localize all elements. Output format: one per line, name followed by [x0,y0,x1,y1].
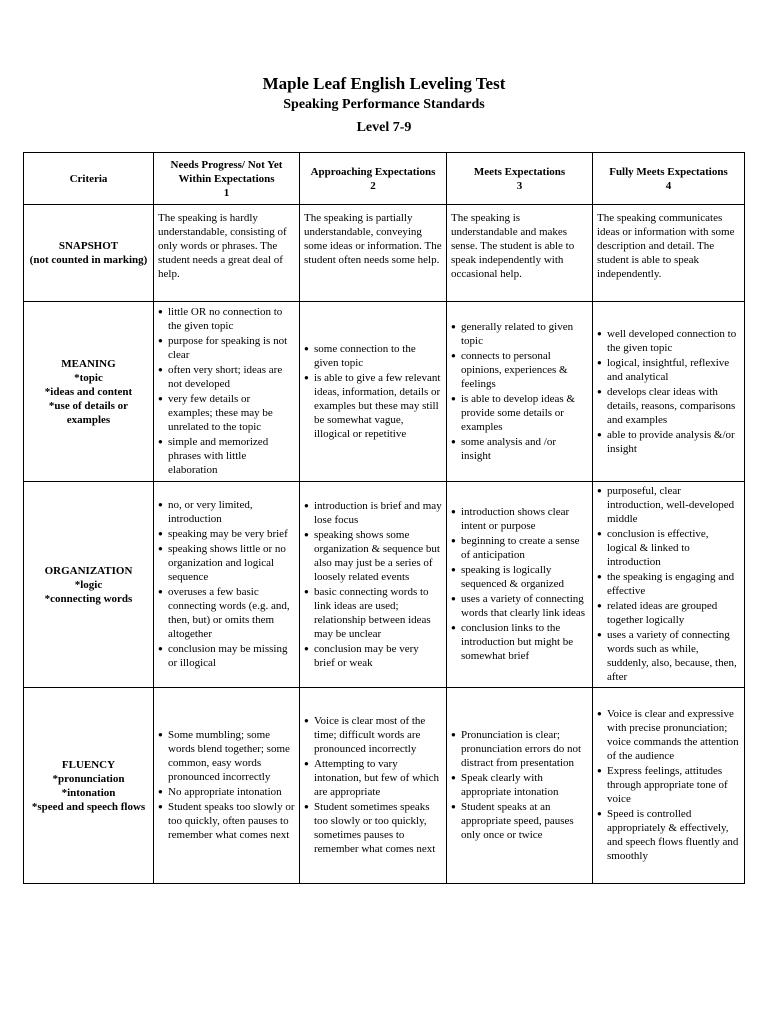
descriptor-bullet: ● no, or very limited, introduction [158,498,295,526]
descriptor-list [451,505,588,663]
level-4-name: Fully Meets Expectations [609,165,728,178]
descriptor-bullet: ● is able to give a few relevant ideas, information, details or examples but these may still be somewhat vague, illogical or repetitive [304,371,442,441]
level-3-name: Meets Expectations [473,165,566,178]
descriptor-bullet: ● Student speaks at an appropriate speed, pauses only once or twice [451,800,588,842]
document-subtitle: Speaking Performance Standards [283,97,485,112]
descriptor-list [451,320,588,463]
descriptor-cell-level-2 [300,482,447,688]
descriptor-bullet: ● Student sometimes speaks too slowly or too quickly, sometimes pauses to remember what comes next [304,800,442,856]
descriptor-bullet: ● related ideas are grouped together logically [597,599,740,627]
descriptor-bullet: ● simple and memorized phrases with little elaboration [158,435,295,477]
criteria-subitem: (not counted in marking) [29,254,148,266]
descriptor-bullet: ● introduction shows clear intent or purpose [451,505,588,533]
descriptor-cell-level-2 [300,688,447,884]
level-3-header [447,153,593,205]
descriptor-bullet: ● beginning to create a sense of anticipation [451,534,588,562]
criteria-subitem: *intonation [61,786,116,799]
descriptor-bullet: ● speaking is logically sequenced & organized [451,563,588,591]
fluency-row [24,688,745,884]
level-2-name: Approaching Expectations [310,165,436,178]
descriptor-bullet: ● introduction is brief and may lose focus [304,499,442,527]
descriptor-cell-level-1: The speaking is hardly understandable, consisting of only words or phrases. The student needs a great deal of help. [154,205,300,302]
criteria-subitem: *logic [74,578,103,591]
descriptor-bullet: ● Student speaks too slowly or too quickly, often pauses to remember what comes next [158,800,295,842]
level-4-header [593,153,745,205]
descriptor-cell-level-3 [447,688,593,884]
document-title: Maple Leaf English Leveling Test [262,74,506,93]
descriptor-cell-level-3 [447,482,593,688]
descriptor-bullet: ● often very short; ideas are not developed [158,363,295,391]
descriptor-bullet: ● Pronunciation is clear; pronunciation errors do not distract from presentation [451,728,588,770]
rubric-table [23,152,745,884]
descriptor-bullet: ● Some mumbling; some words blend together; some common, easy words pronounced incorrectly [158,728,295,784]
level-2-header [300,153,447,205]
level-2-number: 2 [370,179,376,192]
criteria-subitem: *connecting words [44,592,133,605]
descriptor-cell-level-1 [154,302,300,482]
criteria-name: SNAPSHOT [58,240,119,252]
header-row [24,153,745,205]
criteria-name: ORGANIZATION [44,564,133,577]
descriptor-list [304,714,442,856]
descriptor-bullet: ● basic connecting words to link ideas are used; relationship between ideas may be unclear [304,585,442,641]
level-label: Level 7-9 [356,120,412,135]
criteria-subitem: *ideas and content [44,385,133,398]
descriptor-bullet: ● logical, insightful, reflexive and analytical [597,356,740,384]
criteria-subitem: *speed and speech flows [31,800,146,813]
descriptor-bullet: ● speaking shows some organization & sequence but also may just be a series of loosely related events [304,528,442,584]
criteria-name: MEANING [61,357,116,370]
organization-row [24,482,745,688]
descriptor-bullet: ● connects to personal opinions, experiences & feelings [451,349,588,391]
criteria-cell [24,688,154,884]
descriptor-bullet: ● Voice is clear most of the time; difficult words are pronounced incorrectly [304,714,442,756]
descriptor-cell-level-4: The speaking communicates ideas or information with some description and detail. The student is able to speak independently. [593,205,745,302]
descriptor-bullet: ● conclusion links to the introduction but might be somewhat brief [451,621,588,663]
descriptor-bullet: ● very few details or examples; these may be unrelated to the topic [158,392,295,434]
descriptor-bullet: ● uses a variety of connecting words such as while, suddenly, also, because, then, after [597,628,740,684]
descriptor-cell-level-4 [593,482,745,688]
descriptor-bullet: ● able to provide analysis &/or insight [597,428,740,456]
descriptor-cell-level-1 [154,688,300,884]
descriptor-list [451,728,588,842]
descriptor-bullet: ● Speak clearly with appropriate intonation [451,771,588,799]
descriptor-bullet: ● No appropriate intonation [158,785,295,799]
descriptor-bullet: ● speaking shows little or no organization and logical sequence [158,542,295,584]
descriptor-list [158,305,295,477]
descriptor-list [158,498,295,670]
criteria-name: FLUENCY [61,758,116,771]
descriptor-bullet: ● some analysis and /or insight [451,435,588,463]
descriptor-bullet: ● develops clear ideas with details, reasons, comparisons and examples [597,385,740,427]
descriptor-bullet: ● conclusion may be very brief or weak [304,642,442,670]
descriptor-bullet: ● conclusion is effective, logical & linked to introduction [597,527,740,569]
rubric-body [24,205,745,884]
descriptor-bullet: ● the speaking is engaging and effective [597,570,740,598]
level-4-number: 4 [665,179,672,192]
descriptor-cell-level-2 [300,302,447,482]
meaning-row [24,302,745,482]
descriptor-list [158,728,295,842]
criteria-subitem: *pronunciation [52,772,125,785]
level-1-number: 1 [223,186,230,199]
descriptor-bullet: ● well developed connection to the given topic [597,327,740,355]
level-1-name: Needs Progress/ Not Yet Within Expectations [170,158,283,185]
level-1-header [154,153,300,205]
descriptor-cell-level-3: The speaking is understandable and makes sense. The student is able to speak independently with occasional help. [447,205,593,302]
descriptor-list [597,484,740,684]
criteria-subitem: *use of details or examples [48,399,129,426]
descriptor-cell-level-1 [154,482,300,688]
descriptor-cell-level-4 [593,688,745,884]
descriptor-bullet: ● is able to develop ideas & provide some details or examples [451,392,588,434]
criteria-cell [24,205,154,302]
descriptor-cell-level-4 [593,302,745,482]
descriptor-bullet: ● some connection to the given topic [304,342,442,370]
criteria-cell [24,302,154,482]
descriptor-bullet: ● purpose for speaking is not clear [158,334,295,362]
descriptor-bullet: ● Express feelings, attitudes through appropriate tone of voice [597,764,740,806]
descriptor-bullet: ● uses a variety of connecting words that clearly link ideas [451,592,588,620]
snapshot-row [24,205,745,302]
level-3-number: 3 [516,179,523,192]
descriptor-bullet: ● generally related to given topic [451,320,588,348]
descriptor-bullet: ● purposeful, clear introduction, well-developed middle [597,484,740,526]
descriptor-cell-level-3 [447,302,593,482]
descriptor-list [597,707,740,863]
descriptor-bullet: ● conclusion may be missing or illogical [158,642,295,670]
descriptor-bullet: ● Speed is controlled appropriately & effectively, and speech flows fluently and smoothly [597,807,740,863]
criteria-cell [24,482,154,688]
descriptor-list [304,342,442,441]
descriptor-bullet: ● Attempting to vary intonation, but few of which are appropriate [304,757,442,799]
descriptor-list [304,499,442,670]
criteria-header-label: Criteria [69,172,108,185]
descriptor-bullet: ● little OR no connection to the given topic [158,305,295,333]
descriptor-list [597,327,740,456]
criteria-header [24,153,154,205]
criteria-subitem: *topic [74,371,103,384]
descriptor-bullet: ● overuses a few basic connecting words (e.g. and, then, but) or omits them altogether [158,585,295,641]
descriptor-bullet: ● Voice is clear and expressive with precise pronunciation; voice commands the attention of the audience [597,707,740,763]
descriptor-cell-level-2: The speaking is partially understandable, conveying some ideas or information. The student often needs some help. [300,205,447,302]
descriptor-bullet: ● speaking may be very brief [158,527,295,541]
